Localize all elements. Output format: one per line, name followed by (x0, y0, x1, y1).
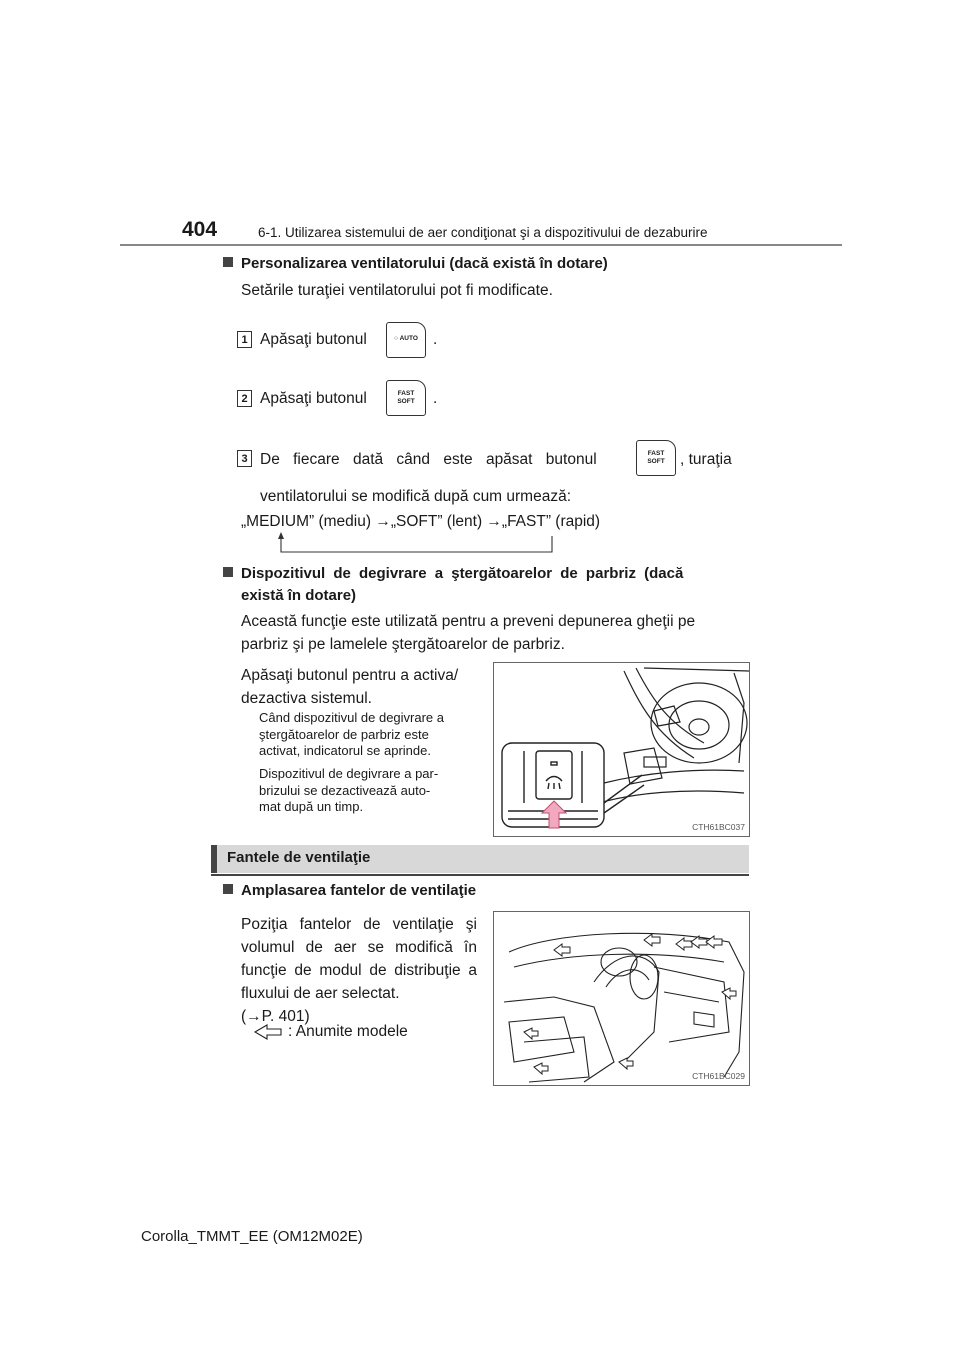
header-rule (120, 244, 842, 246)
step-3-badge: 3 (237, 450, 252, 467)
deicer-button-figure (493, 662, 750, 837)
figure-code: CTH61BC029 (692, 1071, 745, 1081)
figure-code: CTH61BC037 (692, 822, 745, 832)
fast-soft-button-icon: FAST SOFT (636, 440, 676, 476)
step-2-text: Apăsaţi butonul (260, 390, 367, 407)
deicer-note-1: Când dispozitivul de degivrare a ştergătoarelor de parbriz este activat, indicatorul se aprinde. (259, 710, 444, 758)
vents-figure (493, 911, 750, 1086)
square-bullet-icon (223, 257, 233, 267)
fast-soft-button-icon: FAST SOFT (386, 380, 426, 416)
dashboard-illustration (494, 663, 750, 837)
wiper-deicer-heading: Dispozitivul de degivrare a ştergătoarelor de parbriz (dacă (223, 565, 683, 582)
fan-custom-intro: Setările turaţiei ventilatorului pot fi modificate. (241, 282, 553, 299)
vents-heading: Amplasarea fantelor de ventilaţie (223, 882, 476, 899)
step-1-text: Apăsaţi butonul (260, 331, 367, 348)
vents-legend-text: : Anumite modele (288, 1023, 408, 1040)
deicer-note-2: Dispozitivul de degivrare a par- brizului se dezactivează auto- mat după un timp. (259, 766, 439, 814)
vents-section-header: Fantele de ventilaţie (211, 845, 749, 873)
cycle-return-arrow-icon (270, 530, 560, 556)
auto-button-icon: ○ AUTO (386, 322, 426, 358)
vent-arrow-legend-icon (253, 1022, 283, 1042)
step-2-badge: 2 (237, 390, 252, 407)
step-3-text: De fiecare dată când este apăsat butonul (260, 451, 597, 468)
step-1-badge: 1 (237, 331, 252, 348)
interior-illustration (494, 912, 750, 1086)
square-bullet-icon (223, 567, 233, 577)
footer-model: Corolla_TMMT_EE (OM12M02E) (141, 1228, 363, 1245)
fan-speed-cycle: „MEDIUM” (mediu) →„SOFT” (lent) →„FAST” (rapid) (241, 513, 601, 530)
page-number: 404 (182, 218, 218, 241)
section-rule (211, 874, 749, 876)
step-3-text-cont: ventilatorului se modifică după cum urmează: (260, 488, 572, 505)
square-bullet-icon (223, 884, 233, 894)
fan-custom-heading: Personalizarea ventilatorului (dacă există în dotare) (223, 255, 608, 272)
vents-desc: Poziţia fantelor de ventilaţie şi volumul de aer se modifică în funcţie de modul de distribuţie a fluxului de aer selectat. (→P. 401) (241, 916, 477, 1025)
section-title: 6-1. Utilizarea sistemului de aer condiţionat şi a dispozitivului de dezaburire (258, 225, 708, 240)
